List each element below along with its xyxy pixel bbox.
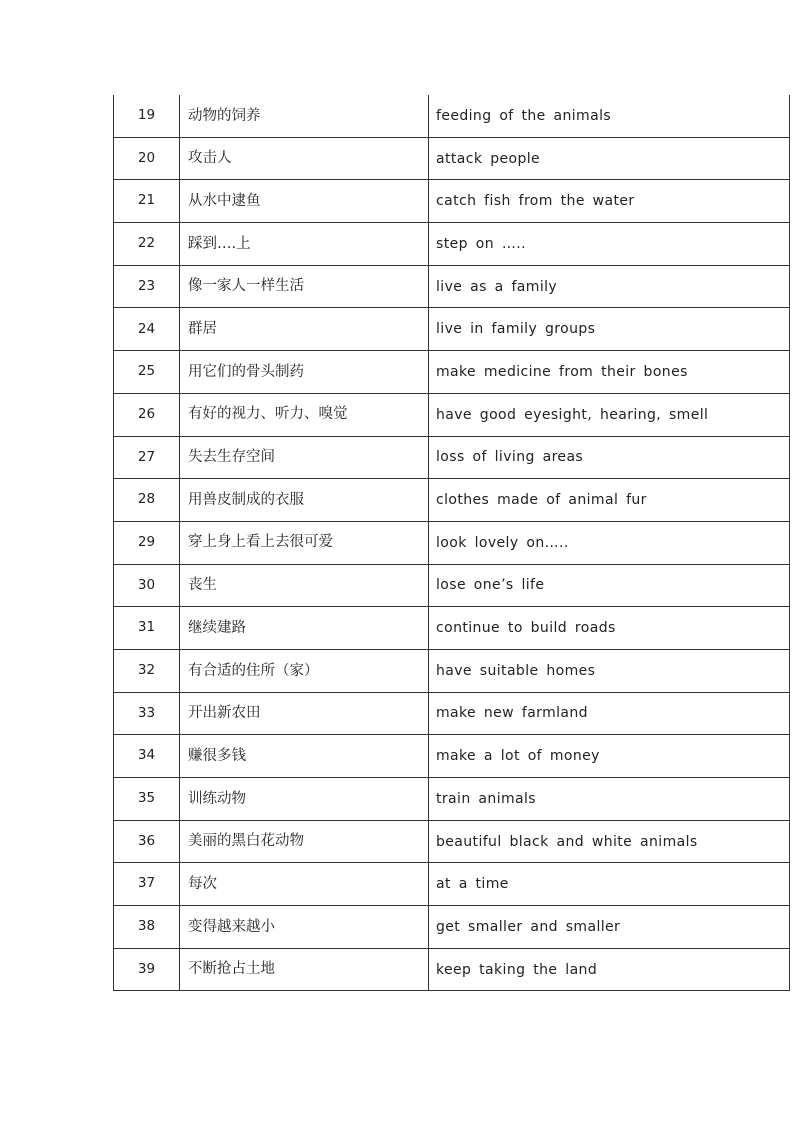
table-row (114, 95, 790, 137)
row-number: 28 (114, 479, 180, 522)
english-phrase: get smaller and smaller (429, 906, 790, 949)
english-phrase: make a lot of money (429, 735, 790, 778)
chinese-phrase: 赚很多钱 (180, 735, 429, 778)
chinese-phrase: 穿上身上看上去很可爱 (180, 521, 429, 564)
chinese-phrase: 从水中逮鱼 (180, 180, 429, 223)
table-row (114, 820, 790, 863)
english-phrase: attack people (429, 137, 790, 180)
row-number: 24 (114, 308, 180, 351)
table-row (114, 906, 790, 949)
row-number: 22 (114, 223, 180, 266)
table-row (114, 223, 790, 266)
english-phrase: feeding of the animals (429, 95, 790, 137)
row-number: 19 (114, 95, 180, 137)
row-number: 27 (114, 436, 180, 479)
english-phrase: have suitable homes (429, 649, 790, 692)
row-number: 30 (114, 564, 180, 607)
table-row (114, 265, 790, 308)
vocabulary-table-body (114, 95, 790, 991)
chinese-phrase: 每次 (180, 863, 429, 906)
row-number: 31 (114, 607, 180, 650)
row-number: 20 (114, 137, 180, 180)
table-row (114, 521, 790, 564)
row-number: 38 (114, 906, 180, 949)
chinese-phrase: 踩到….上 (180, 223, 429, 266)
row-number: 29 (114, 521, 180, 564)
row-number: 34 (114, 735, 180, 778)
row-number: 37 (114, 863, 180, 906)
chinese-phrase: 开出新农田 (180, 692, 429, 735)
english-phrase: lose one’s life (429, 564, 790, 607)
table-row (114, 692, 790, 735)
chinese-phrase: 丧生 (180, 564, 429, 607)
english-phrase: train animals (429, 778, 790, 821)
row-number: 36 (114, 820, 180, 863)
english-phrase: clothes made of animal fur (429, 479, 790, 522)
table-row (114, 948, 790, 991)
table-row (114, 351, 790, 394)
row-number: 32 (114, 649, 180, 692)
table-row (114, 564, 790, 607)
table-row (114, 137, 790, 180)
chinese-phrase: 用它们的骨头制药 (180, 351, 429, 394)
english-phrase: catch fish from the water (429, 180, 790, 223)
row-number: 33 (114, 692, 180, 735)
row-number: 26 (114, 393, 180, 436)
table-row (114, 180, 790, 223)
english-phrase: keep taking the land (429, 948, 790, 991)
table-row (114, 863, 790, 906)
chinese-phrase: 训练动物 (180, 778, 429, 821)
table-row (114, 649, 790, 692)
english-phrase: look lovely on….. (429, 521, 790, 564)
table-row (114, 607, 790, 650)
english-phrase: at a time (429, 863, 790, 906)
row-number: 35 (114, 778, 180, 821)
chinese-phrase: 不断抢占土地 (180, 948, 429, 991)
table-row (114, 436, 790, 479)
english-phrase: live as a family (429, 265, 790, 308)
chinese-phrase: 像一家人一样生活 (180, 265, 429, 308)
row-number: 21 (114, 180, 180, 223)
chinese-phrase: 群居 (180, 308, 429, 351)
chinese-phrase: 用兽皮制成的衣服 (180, 479, 429, 522)
english-phrase: make medicine from their bones (429, 351, 790, 394)
chinese-phrase: 攻击人 (180, 137, 429, 180)
table-row (114, 308, 790, 351)
chinese-phrase: 美丽的黑白花动物 (180, 820, 429, 863)
table-row (114, 479, 790, 522)
row-number: 23 (114, 265, 180, 308)
table-row (114, 778, 790, 821)
row-number: 39 (114, 948, 180, 991)
english-phrase: beautiful black and white animals (429, 820, 790, 863)
chinese-phrase: 有合适的住所（家） (180, 649, 429, 692)
chinese-phrase: 动物的饲养 (180, 95, 429, 137)
chinese-phrase: 失去生存空间 (180, 436, 429, 479)
english-phrase: continue to build roads (429, 607, 790, 650)
vocabulary-table (113, 95, 790, 991)
chinese-phrase: 有好的视力、听力、嗅觉 (180, 393, 429, 436)
chinese-phrase: 继续建路 (180, 607, 429, 650)
table-row (114, 735, 790, 778)
english-phrase: make new farmland (429, 692, 790, 735)
row-number: 25 (114, 351, 180, 394)
english-phrase: loss of living areas (429, 436, 790, 479)
chinese-phrase: 变得越来越小 (180, 906, 429, 949)
english-phrase: have good eyesight, hearing, smell (429, 393, 790, 436)
english-phrase: step on ….. (429, 223, 790, 266)
table-row (114, 393, 790, 436)
english-phrase: live in family groups (429, 308, 790, 351)
